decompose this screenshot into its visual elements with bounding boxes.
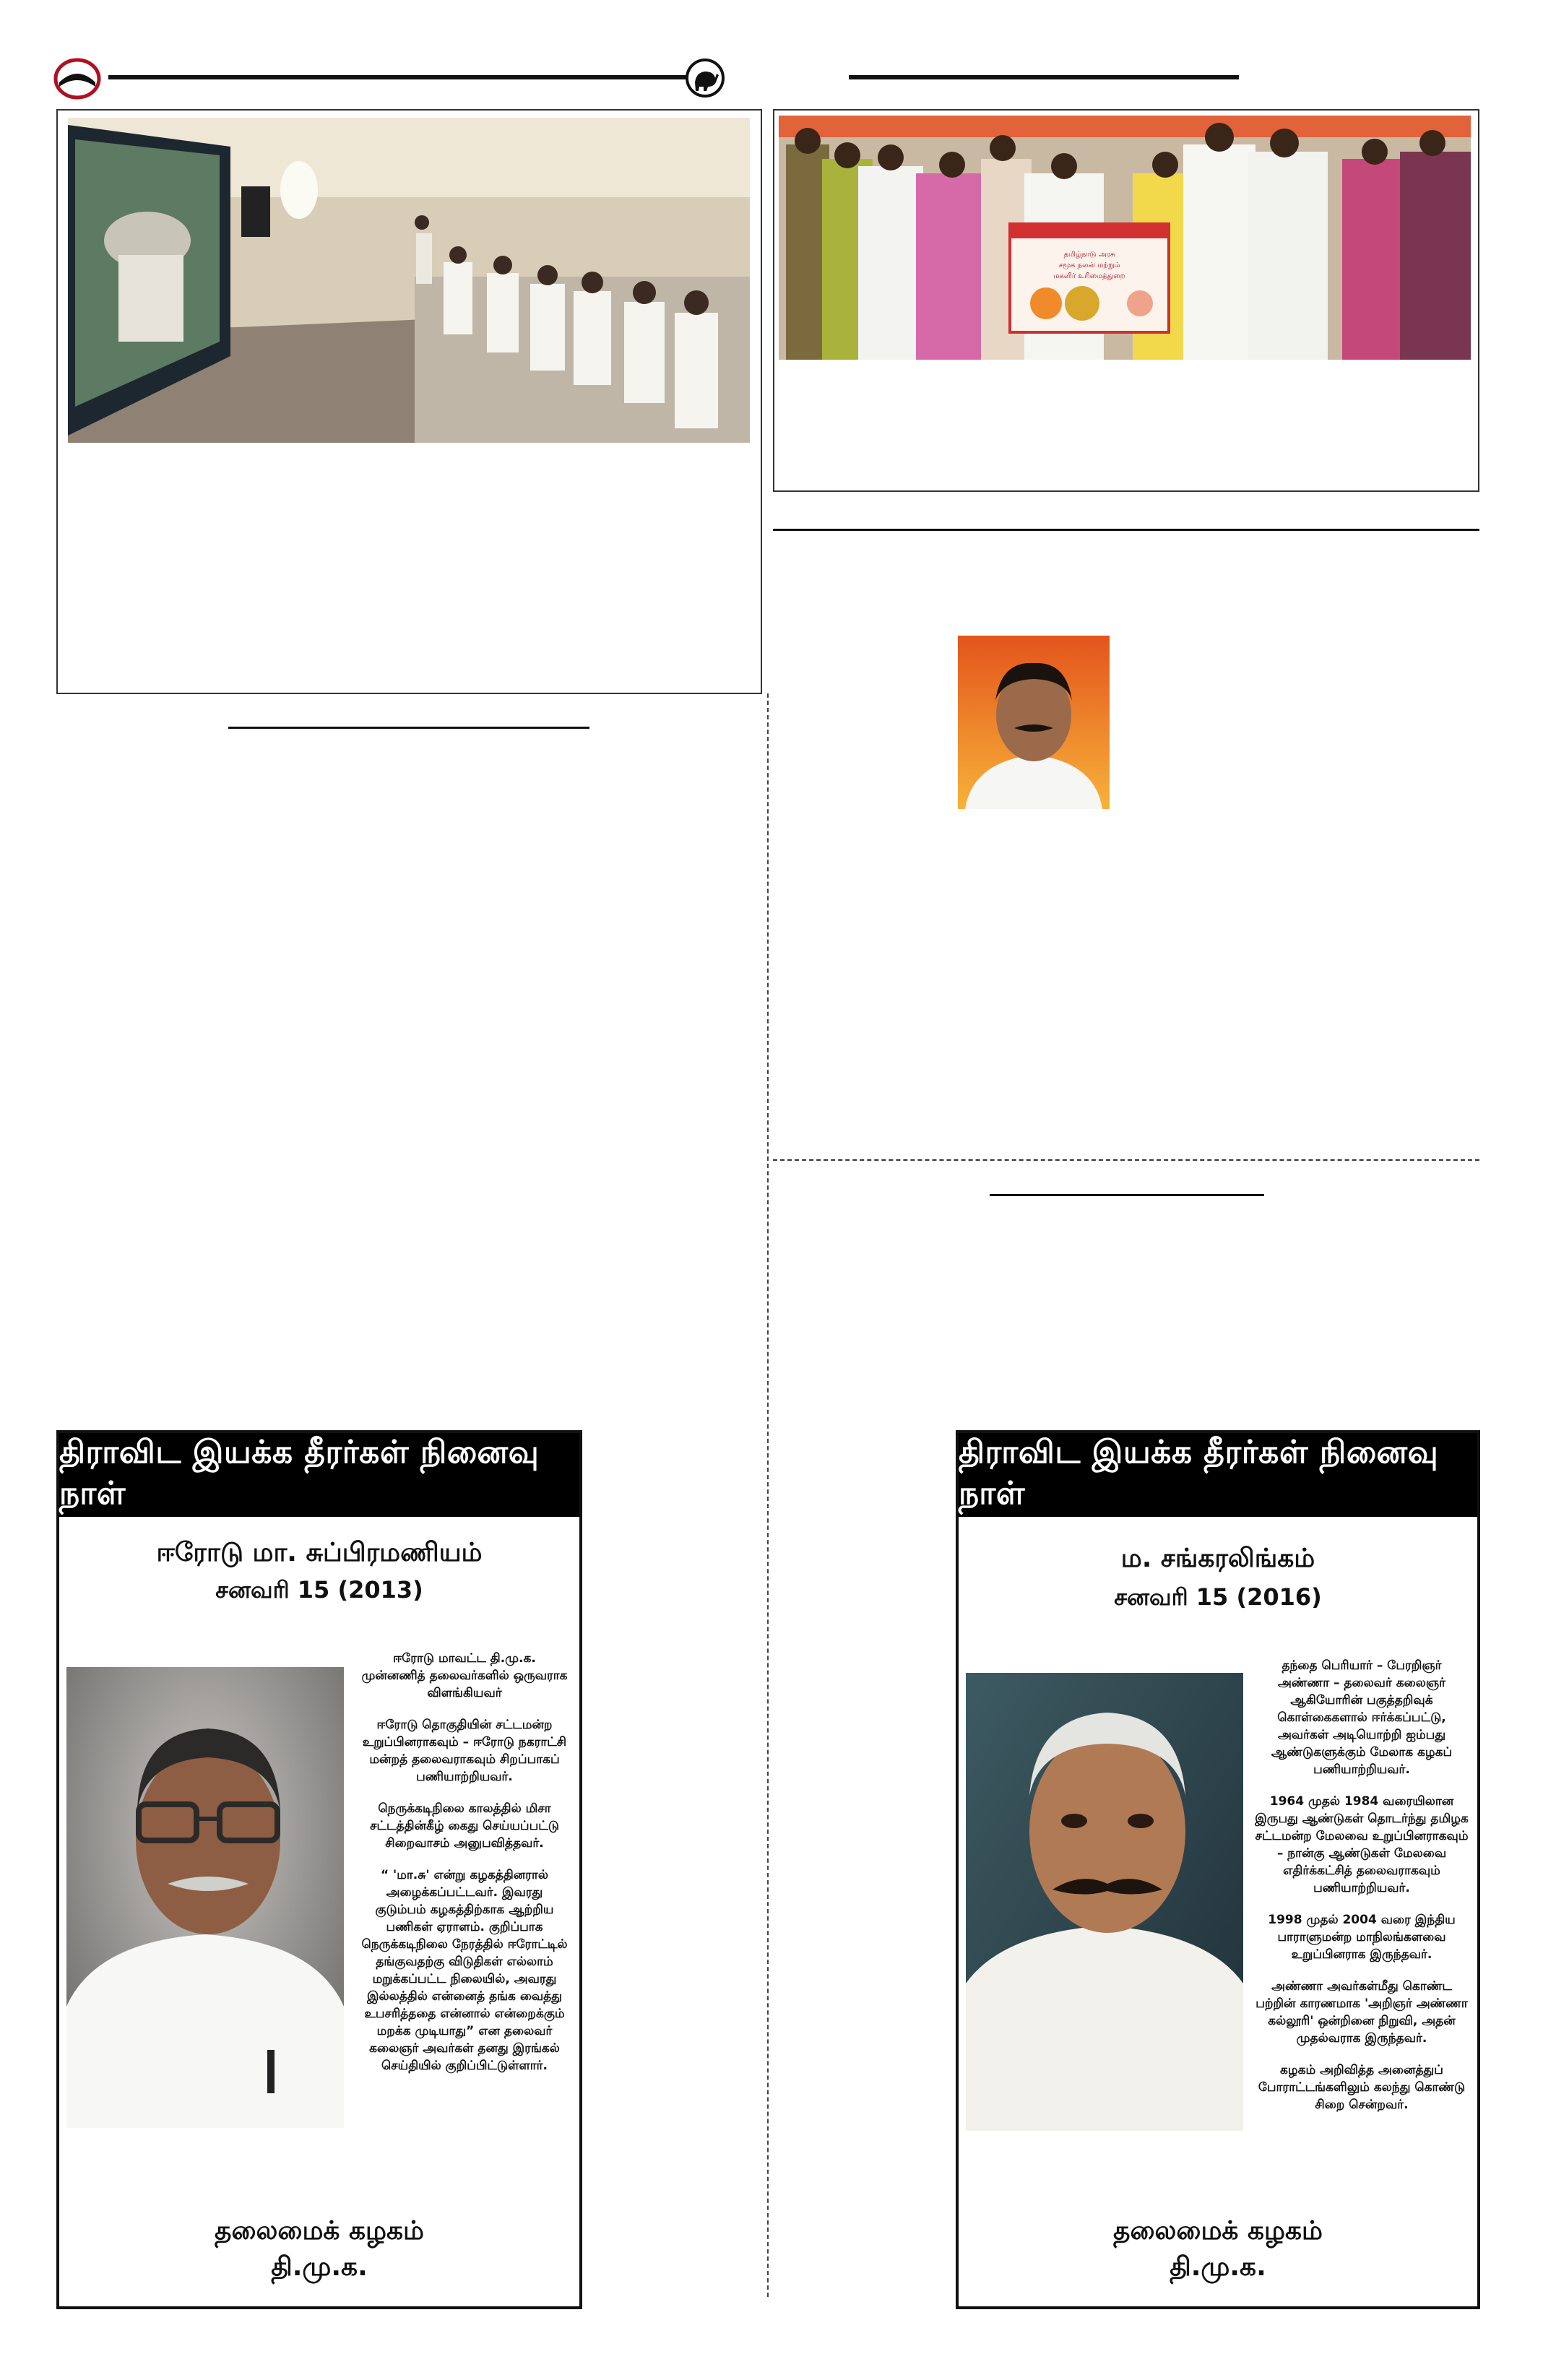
portrait-photo <box>958 636 1110 809</box>
bio-paragraph: நெருக்கடிநிலை காலத்தில் மிசா சட்டத்தின்கீழ் கைது செய்யப்பட்டு சிறைவாசம் அனுபவித்தவர். <box>370 1801 559 1851</box>
card-title: திராவிட இயக்க தீரர்கள் நினைவு நாள் <box>959 1433 1477 1517</box>
header-rule-left <box>108 75 686 79</box>
bio-paragraph: ஈரோடு மாவட்ட தி.மு.க. முன்னணித் தலைவர்களில் ஒருவராக விளங்கியவர் <box>361 1651 568 1700</box>
bio-text <box>1255 1657 1469 2128</box>
memorial-card-left <box>56 1430 582 2309</box>
person-photo <box>66 1667 344 2128</box>
meeting-hall-photo <box>68 118 750 443</box>
person-name: ம. சங்கரலிங்கம் <box>1120 1544 1315 1573</box>
dmk-logo-icon <box>53 58 101 100</box>
memorial-date: சனவரி 15 (2016) <box>1114 1583 1322 1611</box>
sign-off <box>59 2213 579 2285</box>
sign-line1: தலைமைக் கழகம் <box>215 2216 424 2246</box>
person-name: ஈரோடு மா. சுப்பிரமணியம் <box>156 1538 483 1567</box>
sign-off <box>959 2213 1477 2285</box>
sign-line2: தி.மு.க. <box>271 2252 368 2282</box>
bio-text <box>360 1650 569 2089</box>
column-divider <box>767 693 769 2297</box>
bio-paragraph: ஈரோடு தொகுதியின் சட்டமன்ற உறுப்பினராகவும் – ஈரோடு நகராட்சி மன்றத் தலைவராகவும் சிறப்பாகப் பணியாற்றியவர். <box>362 1718 567 1784</box>
banner-line2: சமூக நலன் மற்றும் <box>1058 261 1120 269</box>
sign-line2: தி.மு.க. <box>1170 2252 1266 2282</box>
memorial-card-right <box>956 1430 1480 2309</box>
bio-paragraph: தந்தை பெரியார் – பேரறிஞர் அண்ணா – தலைவர் கலைஞர் ஆகியோரின் பகுத்தறிவுக் கொள்கைகளால் ஈர்க்கப்பட்டு, அவர்கள் அடியொற்றி ஐம்பது ஆண்டுகளுக்கும் மேலாக கழகப் பணியாற்றியவர். <box>1271 1658 1453 1777</box>
bio-paragraph: அண்ணா அவர்கள்மீது கொண்ட பற்றின் காரணமாக 'அறிஞர் அண்ணா கல்லூரி' ஒன்றினை நிறுவி, அதன் முதல்வராக இருந்தவர். <box>1255 1979 1468 2046</box>
memorial-date: சனவரி 15 (2013) <box>215 1576 423 1604</box>
right-lower-rule <box>990 1194 1264 1196</box>
banner-line1: தமிழ்நாடு அரசு <box>1063 251 1115 259</box>
bio-paragraph: கழகம் அறிவித்த அனைத்துப் போராட்டங்களிலும் கலந்து கொண்டு சிறை சென்றவர். <box>1258 2063 1466 2112</box>
sign-line1: தலைமைக் கழகம் <box>1113 2216 1323 2246</box>
bio-paragraph: 1964 முதல் 1984 வரையிலான இருபது ஆண்டுகள் தொடர்ந்து தமிழக சட்டமன்ற மேலவை உறுப்பினராகவும் – நான்கு ஆண்டுகள் மேலவை எதிர்க்கட்சித் தலைவராகவும் பணியாற்றியவர். <box>1255 1794 1469 1895</box>
header-rule-right <box>849 75 1239 79</box>
welfare-event-photo <box>779 116 1471 360</box>
bio-paragraph: “ 'மா.சு' என்று கழகத்தினரால் அழைக்கப்பட்டவர். இவரது குடும்பம் கழகத்திற்காக ஆற்றிய பணிகள் ஏராளம். குறிப்பாக நெருக்கடிநிலை நேரத்தில் ஈரோட்டில் தங்குவதற்கு விடுதிகள் எல்லாம் மறுக்கப்பட்ட நிலையில், அவரது இல்லத்தில் என்னைத் தங்க வைத்து உபசரித்ததை என்னால் என்றைக்கும் மறக்க முடியாது” என தலைவர் கலைஞர் அவர்கள் தனது இரங்கல் செய்தியில் குறிப்பிட்டுள்ளார். <box>361 1868 568 2073</box>
card-title: திராவிட இயக்க தீரர்கள் நினைவு நாள் <box>59 1433 579 1517</box>
bull-emblem-icon <box>685 58 725 98</box>
photo-box-left <box>56 109 762 694</box>
right-section-rule <box>773 529 1479 531</box>
photo-box-right <box>773 109 1479 492</box>
person-photo <box>966 1673 1243 2131</box>
banner-line3: மகளிர் உரிமைத்துறை <box>1053 272 1125 280</box>
right-dashed-rule <box>773 1159 1479 1161</box>
bio-paragraph: 1998 முதல் 2004 வரை இந்திய பாராளுமன்ற மாநிலங்களவை உறுப்பினராக இருந்தவர். <box>1268 1913 1456 1962</box>
left-section-rule <box>228 727 589 729</box>
